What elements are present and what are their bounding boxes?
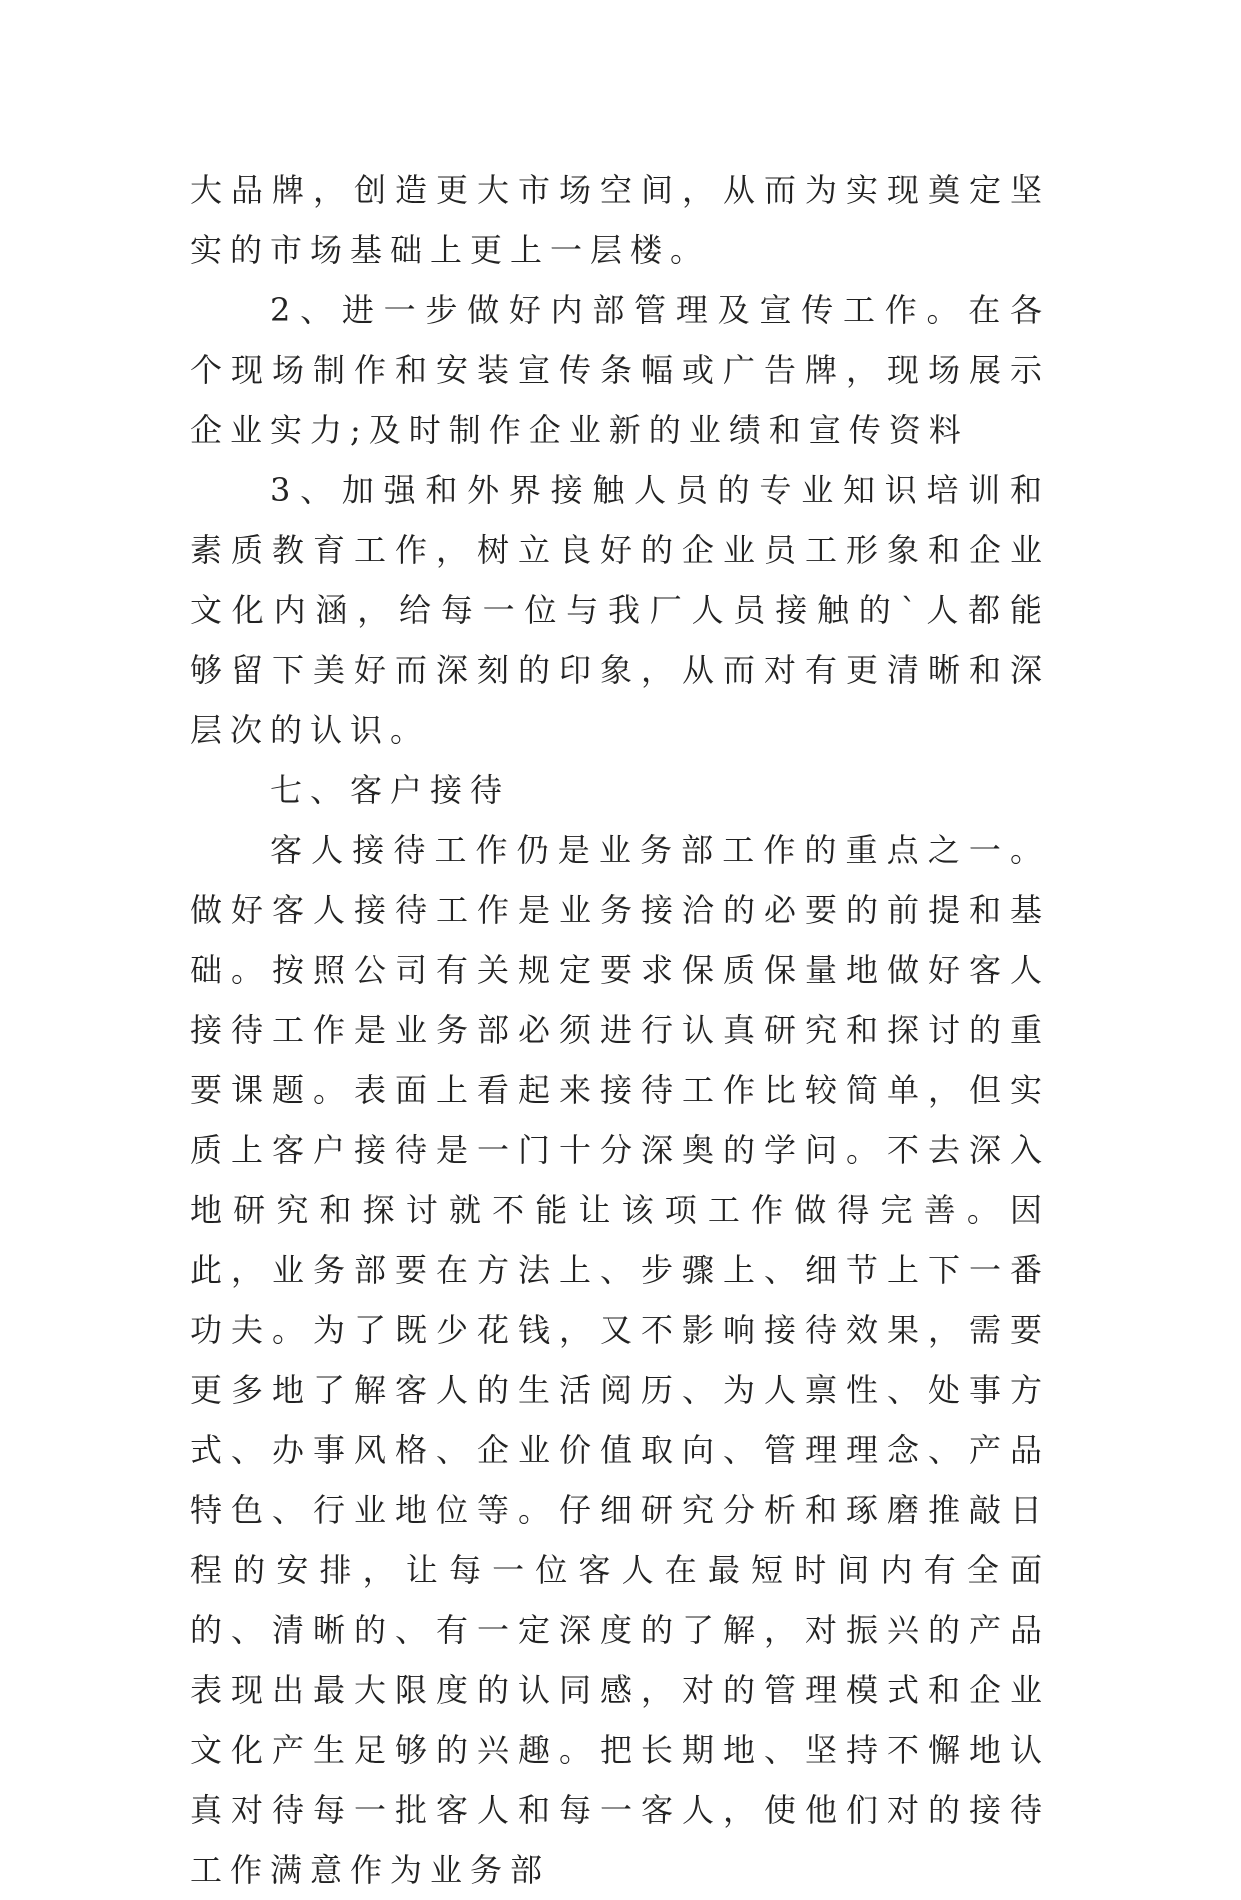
paragraph-item-2: 2、进一步做好内部管理及宣传工作。在各个现场制作和安装宣传条幅或广告牌，现场展示企业实力;及时制作企业新的业绩和宣传资料 (190, 291, 1050, 449)
paragraph-continuation: 大品牌，创造更大市场空间，从而为实现奠定坚实的市场基础上更上一层楼。 (190, 171, 1050, 269)
section-heading: 七、客户接待 (270, 771, 511, 809)
document-body (190, 160, 1050, 1900)
paragraph-customer-reception: 客人接待工作仍是业务部工作的重点之一。做好客人接待工作是业务接洽的必要的前提和基础。按照公司有关规定要求保质保量地做好客人接待工作是业务部必须进行认真研究和探讨的重要课题。表面上看起来接待工作比较简单，但实质上客户接待是一门十分深奥的学问。不去深入地研究和探讨就不能让该项工作做得完善。因此，业务部要在方法上、步骤上、细节上下一番功夫。为了既少花钱，又不影响接待效果，需要更多地了解客人的生活阅历、为人禀性、处事方式、办事风格、企业价值取向、管理理念、产品特色、行业地位等。仔细研究分析和琢磨推敲日程的安排，让每一位客人在最短时间内有全面的、清晰的、有一定深度的了解，对振兴的产品表现出最大限度的认同感，对的管理模式和企业文化产生足够的兴趣。把长期地、坚持不懈地认真对待每一批客人和每一客人，使他们对的接待工作满意作为业务部 (190, 831, 1050, 1889)
paragraph-item-3: 3、加强和外界接触人员的专业知识培训和素质教育工作，树立良好的企业员工形象和企业文化内涵，给每一位与我厂人员接触的`人都能够留下美好而深刻的印象，从而对有更清晰和深层次的认识。 (190, 471, 1050, 749)
